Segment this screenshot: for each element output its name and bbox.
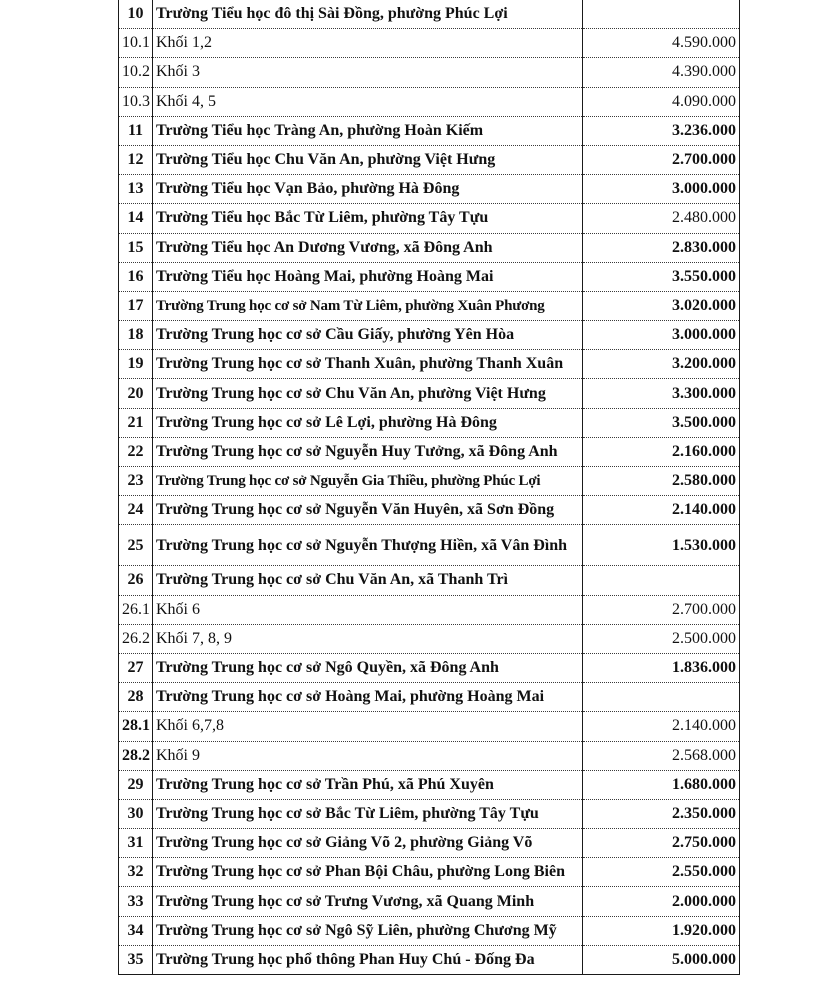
row-number: 27 [119, 653, 153, 682]
tuition-fee-value: 2.350.000 [583, 799, 740, 828]
grade-group-label: Khối 9 [153, 741, 583, 770]
tuition-fee-value: 2.140.000 [583, 496, 740, 525]
school-name: Trường Trung học cơ sở Chu Văn An, phường Việt Hưng [153, 379, 583, 408]
tuition-fee-value: 2.550.000 [583, 858, 740, 887]
school-name: Trường Trung học cơ sở Hoàng Mai, phường Hoàng Mai [153, 683, 583, 712]
row-number: 25 [119, 525, 153, 566]
table-row [119, 29, 740, 58]
school-name: Trường Tiểu học Tràng An, phường Hoàn Kiếm [153, 116, 583, 145]
school-name: Trường Tiểu học Vạn Bảo, phường Hà Đông [153, 175, 583, 204]
school-name: Trường Trung học cơ sở Phan Bội Châu, phường Long Biên [153, 858, 583, 887]
table-row [119, 945, 740, 974]
tuition-fee-value: 3.000.000 [583, 321, 740, 350]
table-row [119, 595, 740, 624]
table-row [119, 291, 740, 320]
school-name: Trường Tiểu học Bắc Từ Liêm, phường Tây Tựu [153, 204, 583, 233]
table-row [119, 408, 740, 437]
tuition-fee-value: 1.836.000 [583, 653, 740, 682]
row-number: 15 [119, 233, 153, 262]
table-row [119, 916, 740, 945]
row-number: 31 [119, 829, 153, 858]
row-number: 10.1 [119, 29, 153, 58]
row-number: 16 [119, 262, 153, 291]
table-row [119, 321, 740, 350]
table-row [119, 116, 740, 145]
table-row [119, 204, 740, 233]
table-row [119, 566, 740, 595]
grade-group-label: Khối 4, 5 [153, 87, 583, 116]
table-row [119, 887, 740, 916]
tuition-fee-value: 2.750.000 [583, 829, 740, 858]
row-number: 13 [119, 175, 153, 204]
tuition-fee-value: 2.700.000 [583, 145, 740, 174]
school-name: Trường Trung học cơ sở Trưng Vương, xã Quang Minh [153, 887, 583, 916]
tuition-fee-value: 3.500.000 [583, 408, 740, 437]
tuition-fee-value: 2.580.000 [583, 467, 740, 496]
row-number: 19 [119, 350, 153, 379]
row-number: 32 [119, 858, 153, 887]
grade-group-label: Khối 3 [153, 58, 583, 87]
table-row [119, 437, 740, 466]
row-number: 17 [119, 291, 153, 320]
row-number: 33 [119, 887, 153, 916]
grade-group-label: Khối 7, 8, 9 [153, 624, 583, 653]
row-number: 10.3 [119, 87, 153, 116]
table-row [119, 467, 740, 496]
row-number: 11 [119, 116, 153, 145]
tuition-fee-value: 2.480.000 [583, 204, 740, 233]
school-name: Trường Trung học cơ sở Nguyễn Gia Thiều, phường Phúc Lợi [153, 467, 583, 496]
row-number: 18 [119, 321, 153, 350]
school-name: Trường Trung học cơ sở Bắc Từ Liêm, phường Tây Tựu [153, 799, 583, 828]
table-row [119, 683, 740, 712]
tuition-fee-value: 2.140.000 [583, 712, 740, 741]
row-number: 34 [119, 916, 153, 945]
tuition-fee-value: 3.200.000 [583, 350, 740, 379]
tuition-fee-value: 3.000.000 [583, 175, 740, 204]
tuition-fee-value: 4.390.000 [583, 58, 740, 87]
row-number: 30 [119, 799, 153, 828]
grade-group-label: Khối 6 [153, 595, 583, 624]
tuition-fee-table [118, 0, 740, 975]
tuition-fee-value: 3.236.000 [583, 116, 740, 145]
table-row [119, 829, 740, 858]
row-number: 12 [119, 145, 153, 174]
tuition-fee-value: 1.680.000 [583, 770, 740, 799]
school-name: Trường Trung học cơ sở Ngô Sỹ Liên, phường Chương Mỹ [153, 916, 583, 945]
row-number: 10 [119, 0, 153, 29]
row-number: 26.1 [119, 595, 153, 624]
grade-group-label: Khối 1,2 [153, 29, 583, 58]
school-name: Trường Trung học cơ sở Cầu Giấy, phường Yên Hòa [153, 321, 583, 350]
tuition-fee-value: 2.000.000 [583, 887, 740, 916]
row-number: 28 [119, 683, 153, 712]
table-row [119, 653, 740, 682]
tuition-fee-value: 3.550.000 [583, 262, 740, 291]
table-row [119, 741, 740, 770]
tuition-fee-value: 1.920.000 [583, 916, 740, 945]
tuition-fee-value: 1.530.000 [583, 525, 740, 566]
table-row [119, 712, 740, 741]
table-row [119, 262, 740, 291]
school-name: Trường Trung học cơ sở Thanh Xuân, phường Thanh Xuân [153, 350, 583, 379]
tuition-fee-value [583, 683, 740, 712]
tuition-fee-value [583, 0, 740, 29]
row-number: 26 [119, 566, 153, 595]
table-row [119, 858, 740, 887]
table-row [119, 175, 740, 204]
row-number: 24 [119, 496, 153, 525]
row-number: 28.1 [119, 712, 153, 741]
school-name: Trường Trung học cơ sở Nguyễn Thượng Hiền, xã Vân Đình [153, 525, 583, 566]
table-row [119, 0, 740, 29]
school-name: Trường Trung học cơ sở Nam Từ Liêm, phường Xuân Phương [153, 291, 583, 320]
tuition-fee-value: 2.500.000 [583, 624, 740, 653]
tuition-fee-value: 5.000.000 [583, 945, 740, 974]
school-name: Trường Tiểu học Hoàng Mai, phường Hoàng Mai [153, 262, 583, 291]
tuition-fee-value: 3.300.000 [583, 379, 740, 408]
school-name: Trường Tiểu học Chu Văn An, phường Việt Hưng [153, 145, 583, 174]
tuition-fee-value: 4.590.000 [583, 29, 740, 58]
row-number: 20 [119, 379, 153, 408]
row-number: 29 [119, 770, 153, 799]
table-row [119, 379, 740, 408]
tuition-fee-value: 2.568.000 [583, 741, 740, 770]
school-name: Trường Trung học cơ sở Nguyễn Huy Tưởng, xã Đông Anh [153, 437, 583, 466]
tuition-fee-value [583, 566, 740, 595]
row-number: 28.2 [119, 741, 153, 770]
table-row [119, 525, 740, 566]
row-number: 21 [119, 408, 153, 437]
row-number: 23 [119, 467, 153, 496]
school-name: Trường Trung học cơ sở Ngô Quyền, xã Đông Anh [153, 653, 583, 682]
school-name: Trường Tiểu học đô thị Sài Đồng, phường Phúc Lợi [153, 0, 583, 29]
tuition-fee-value: 3.020.000 [583, 291, 740, 320]
table-row [119, 145, 740, 174]
table-row [119, 350, 740, 379]
school-name: Trường Trung học cơ sở Lê Lợi, phường Hà Đông [153, 408, 583, 437]
tuition-fee-value: 4.090.000 [583, 87, 740, 116]
tuition-fee-value: 2.160.000 [583, 437, 740, 466]
school-name: Trường Trung học cơ sở Trần Phú, xã Phú Xuyên [153, 770, 583, 799]
row-number: 26.2 [119, 624, 153, 653]
school-name: Trường Trung học phổ thông Phan Huy Chú - Đống Đa [153, 945, 583, 974]
table-row [119, 233, 740, 262]
tuition-fee-value: 2.700.000 [583, 595, 740, 624]
table-row [119, 58, 740, 87]
grade-group-label: Khối 6,7,8 [153, 712, 583, 741]
school-name: Trường Trung học cơ sở Chu Văn An, xã Thanh Trì [153, 566, 583, 595]
tuition-fee-value: 2.830.000 [583, 233, 740, 262]
table-row [119, 496, 740, 525]
school-name: Trường Trung học cơ sở Nguyễn Văn Huyên, xã Sơn Đồng [153, 496, 583, 525]
row-number: 35 [119, 945, 153, 974]
school-name: Trường Tiểu học An Dương Vương, xã Đông Anh [153, 233, 583, 262]
row-number: 10.2 [119, 58, 153, 87]
row-number: 22 [119, 437, 153, 466]
table-row [119, 87, 740, 116]
row-number: 14 [119, 204, 153, 233]
tuition-fee-table-body [119, 0, 740, 975]
table-row [119, 624, 740, 653]
table-row [119, 770, 740, 799]
table-row [119, 799, 740, 828]
school-name: Trường Trung học cơ sở Giảng Võ 2, phường Giảng Võ [153, 829, 583, 858]
